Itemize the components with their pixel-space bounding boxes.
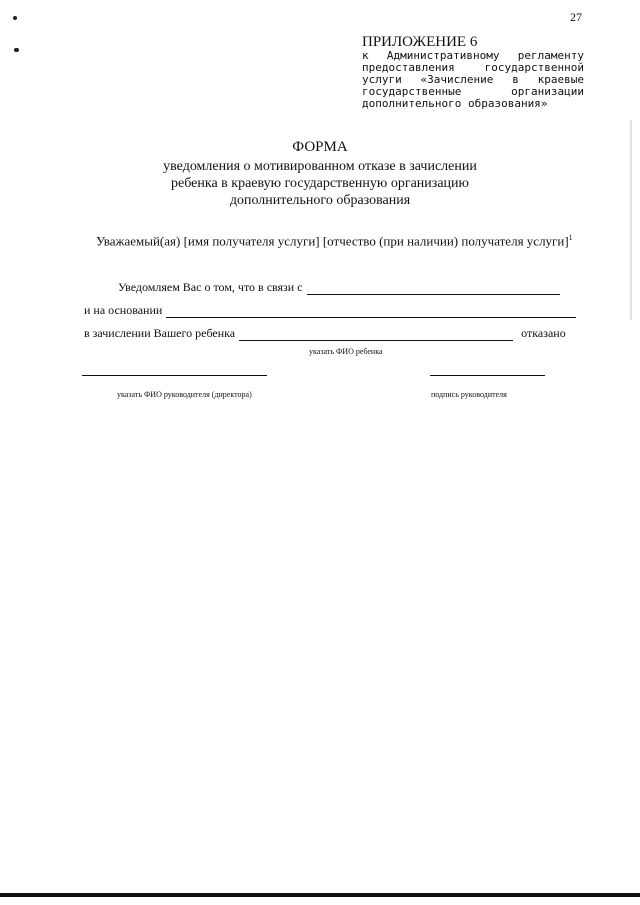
form-title: ФОРМА	[292, 139, 348, 155]
reason-label: Уведомляем Вас о том, что в связи с	[118, 280, 303, 294]
refused-text: отказано	[521, 326, 566, 340]
child-name-caption: указать ФИО ребенка	[309, 347, 383, 356]
head-name-caption: указать ФИО руководителя (директора)	[117, 390, 252, 399]
basis-field[interactable]	[166, 304, 576, 318]
appendix-body: к Административному регламенту предоставления государственной услуги «Зачисление в краевые государственные организации дополнительного образования»	[362, 49, 584, 110]
signature-field[interactable]	[430, 375, 545, 376]
basis-label: и на основании	[84, 303, 163, 317]
head-name-field[interactable]	[82, 375, 267, 376]
form-subtitle: уведомления о мотивированном отказе в зачислении ребенка в краевую государственную организацию дополнительного образования	[163, 159, 477, 208]
enrollment-label: в зачислении Вашего ребенка	[84, 326, 236, 340]
enrollment-row	[84, 326, 566, 341]
scan-speck	[13, 16, 17, 20]
scan-speck	[14, 48, 19, 52]
basis-row	[84, 303, 576, 318]
salutation-text: Уважаемый(ая) [имя получателя услуги] [отчество (при наличии) получателя услуги]	[96, 233, 569, 249]
signature-caption: подпись руководителя	[431, 390, 507, 399]
appendix-title: ПРИЛОЖЕНИЕ 6	[362, 34, 478, 50]
reason-field[interactable]	[307, 281, 560, 295]
scan-bottom-edge	[0, 893, 640, 897]
salutation	[96, 233, 573, 249]
page-number: 27	[570, 10, 582, 24]
child-name-field[interactable]	[239, 327, 513, 341]
scan-edge-mark	[630, 120, 632, 320]
appendix-block	[362, 34, 584, 110]
footnote-marker: 1	[568, 233, 573, 242]
reason-row	[118, 280, 560, 295]
